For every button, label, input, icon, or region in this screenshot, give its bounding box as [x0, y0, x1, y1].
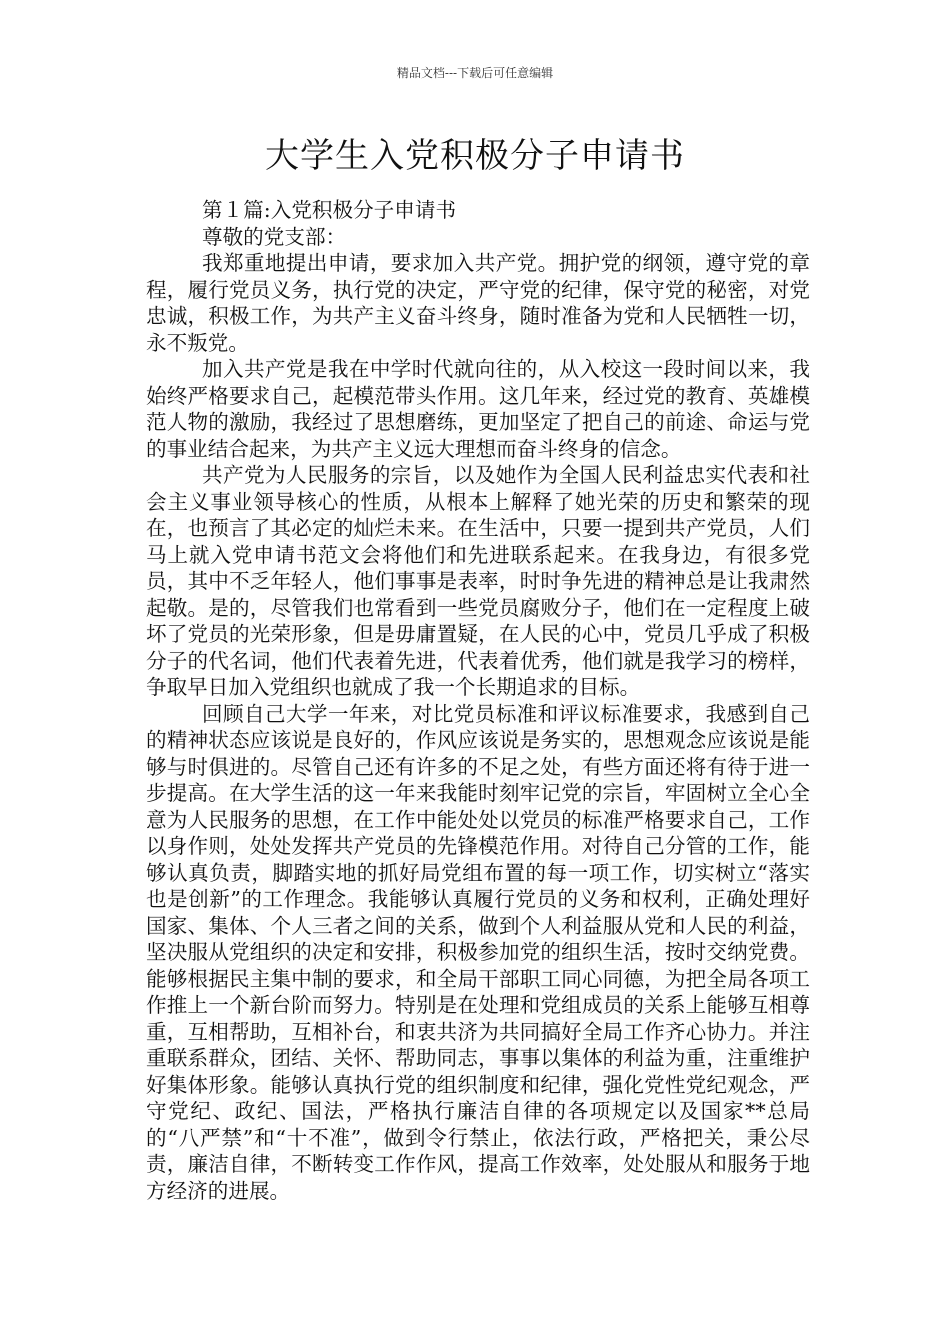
document-body: [146, 197, 810, 1204]
paragraph: 回顾自己大学一年来，对比党员标准和评议标准要求，我感到自己的精神状态应该说是良好的，作风应该说是务实的，思想观念应该说是能够与时俱进的。尽管自己还有许多的不足之处，有些方面还将有待于进一步提高。在大学生活的这一年来我能时刻牢记党的宗旨，牢固树立全心全意为人民服务的思想，在工作中能处处以党员的标准严格要求自己，工作以身作则，处处发挥共产党员的先锋模范作用。对待自己分管的工作，能够认真负责，脚踏实地的抓好局党组布置的每一项工作，切实树立“落实也是创新”的工作理念。我能够认真履行党员的义务和权利，正确处理好国家、集体、个人三者之间的关系，做到个人利益服从党和人民的利益，坚决服从党组织的决定和安排，积极参加党的组织生活，按时交纳党费。能够根据民主集中制的要求，和全局干部职工同心同德，为把全局各项工作推上一个新台阶而努力。特别是在处理和党组成员的关系上能够互相尊重，互相帮助，互相补台，和衷共济为共同搞好全局工作齐心协力。并注重联系群众，团结、关怀、帮助同志，事事以集体的利益为重，注重维护好集体形象。能够认真执行党的组织制度和纪律，强化党性党纪观念，严守党纪、政纪、国法，严格执行廉洁自律的各项规定以及国家**总局的“八严禁”和“十不准”，做到令行禁止，依法行政，严格把关，秉公尽责，廉洁自律，不断转变工作作风，提高工作效率，处处服从和服务于地方经济的进展。: [146, 701, 810, 1203]
header-note: 精品文档---下载后可任意编辑: [396, 66, 554, 80]
paragraph: 我郑重地提出申请，要求加入共产党。拥护党的纲领，遵守党的章程，履行党员义务，执行党的决定，严守党的纪律，保守党的秘密，对党忠诚，积极工作，为共产主义奋斗终身，随时准备为党和人民牺牲一切，永不叛党。: [146, 251, 810, 355]
salutation: 尊敬的党支部：: [202, 224, 347, 249]
document-title: 大学生入党积极分子申请书: [265, 136, 685, 176]
paragraph: 共产党为人民服务的宗旨，以及她作为全国人民利益忠实代表和社会主义事业领导核心的性质，从根本上解释了她光荣的历史和繁荣的现在，也预言了其必定的灿烂未来。在生活中，只要一提到共产党员，人们马上就入党申请书范文会将他们和先进联系起来。在我身边，有很多党员，其中不乏年轻人，他们事事是表率，时时争先进的精神总是让我肃然起敬。是的，尽管我们也常看到一些党员腐败分子，他们在一定程度上破坏了党员的光荣形象，但是毋庸置疑，在人民的心中，党员几乎成了积极分子的代名词，他们代表着先进，代表着优秀，他们就是我学习的榜样，争取早日加入党组织也就成了我一个长期追求的目标。: [146, 463, 810, 699]
paragraph: 加入共产党是我在中学时代就向往的，从入校这一段时间以来，我始终严格要求自己，起模范带头作用。这几年来，经过党的教育、英雄模范人物的激励，我经过了思想磨练，更加坚定了把自己的前途、命运与党的事业结合起来，为共产主义远大理想而奋斗终身的信念。: [146, 357, 810, 461]
section-heading: 第１篇:入党积极分子申请书: [202, 198, 457, 222]
